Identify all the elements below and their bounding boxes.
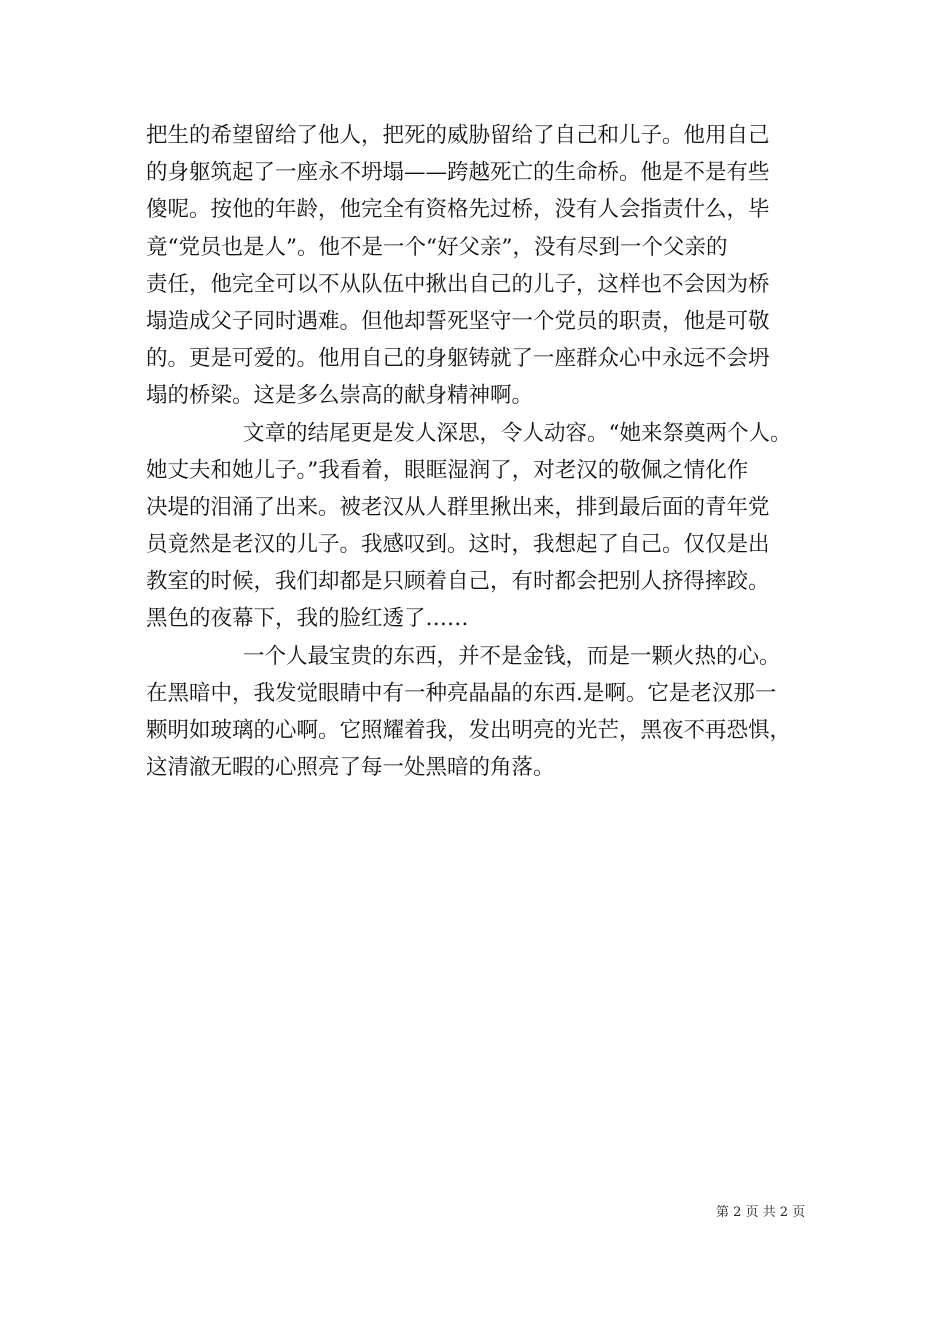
text-line: 员竟然是老汉的儿子。我感叹到。这时，我想起了自己。仅仅是出 bbox=[146, 532, 770, 558]
text-line: 竟“党员也是人”。他不是一个“好父亲”，没有尽到一个父亲的 bbox=[146, 234, 728, 260]
essay-body bbox=[146, 117, 818, 786]
text-line: 塌造成父子同时遇难。但他却誓死坚守一个党员的职责，他是可敬 bbox=[146, 308, 770, 334]
text-line: 的。更是可爱的。他用自己的身躯铸就了一座群众心中永远不会坍 bbox=[146, 346, 770, 372]
text-line: 决堤的泪涌了出来。被老汉从人群里揪出来，排到最后面的青年党 bbox=[146, 494, 770, 520]
text-line: 颗明如玻璃的心啊。它照耀着我，发出明亮的光芒，黑夜不再恐惧， bbox=[146, 718, 792, 743]
text-line: 在黑暗中，我发觉眼睛中有一种亮晶晶的东西.是啊。它是老汉那一 bbox=[146, 680, 777, 706]
text-line: 她丈夫和她儿子。”我看着，眼眶湿润了，对老汉的敬佩之情化作 bbox=[146, 457, 749, 483]
text-line: 的身躯筑起了一座永不坍塌——跨越死亡的生命桥。他是不是有些 bbox=[146, 160, 770, 186]
text-line: 责任，他完全可以不从队伍中揪出自己的儿子，这样也不会因为桥 bbox=[146, 271, 770, 297]
text-line: 黑色的夜幕下，我的脸红透了…… bbox=[146, 606, 469, 632]
text-line: 这清澈无暇的心照亮了每一处黑暗的角落。 bbox=[146, 755, 555, 781]
text-line: 教室的时候，我们却都是只顾着自己，有时都会把别人挤得摔跤。 bbox=[146, 569, 770, 595]
text-line: 傻呢。按他的年龄，他完全有资格先过桥，没有人会指责什么，毕 bbox=[146, 197, 770, 223]
page-number-footer: 第 2 页 共 2 页 bbox=[716, 1205, 806, 1220]
text-line: 把生的希望留给了他人，把死的威胁留给了自己和儿子。他用自己 bbox=[146, 123, 770, 148]
text-line: 塌的桥梁。这是多么崇高的献身精神啊。 bbox=[146, 383, 534, 409]
paragraph-start-line: 文章的结尾更是发人深思，令人动容。“她来祭奠两个人。 bbox=[243, 420, 792, 446]
paragraph-start-line: 一个人最宝贵的东西，并不是金钱，而是一颗火热的心。 bbox=[243, 643, 781, 669]
